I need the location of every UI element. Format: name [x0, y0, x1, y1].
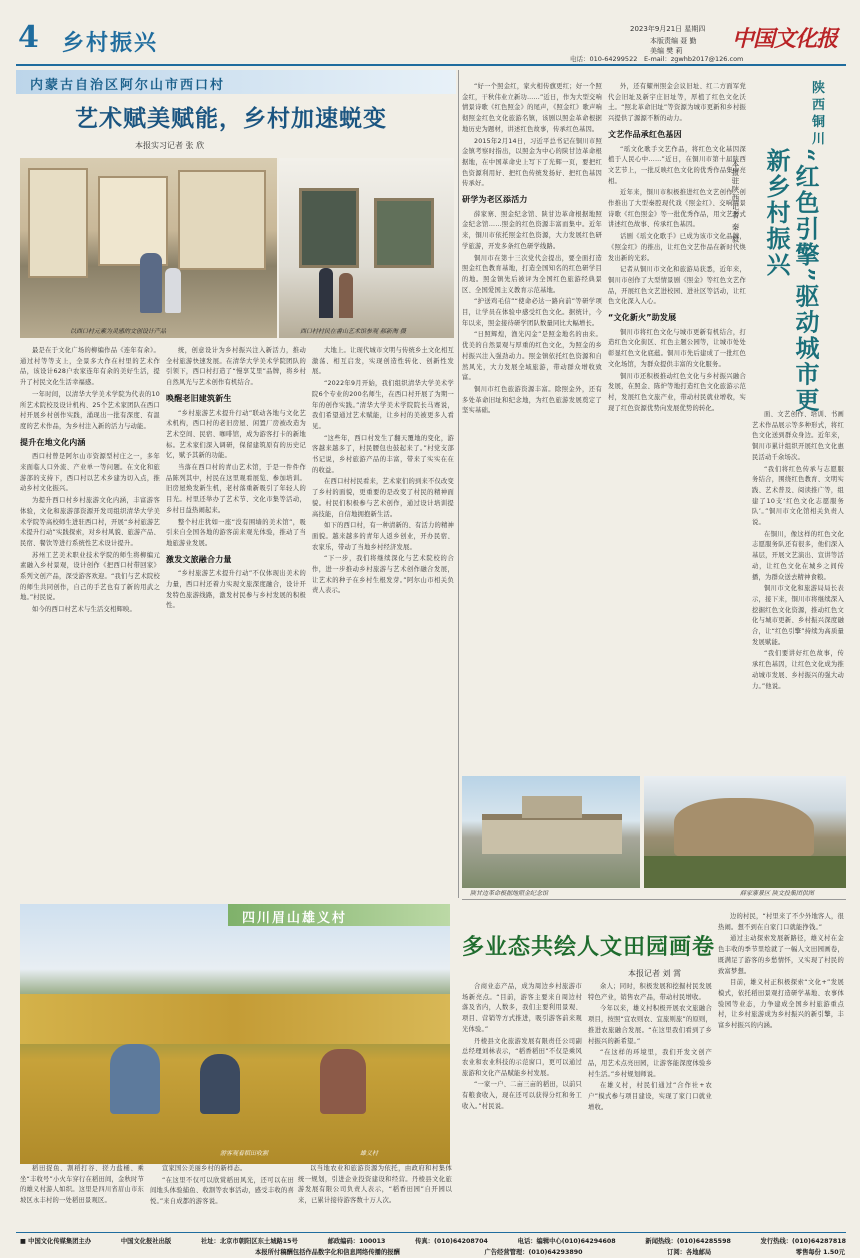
footer-item: 新闻热线：(010)64285598 [645, 1238, 731, 1245]
date-line: 2023年9月21日 星期四 [630, 25, 706, 33]
paragraph: 在雄义村，村民们通过“合作社+农户”模式参与项目建设，实现了家门口就业增收。 [588, 1082, 712, 1111]
subheading: 唤醒老旧建筑新生 [166, 393, 232, 403]
article2-caption-left: 陕甘边革命根据地照金纪念馆 [470, 890, 549, 897]
article3-column-1 [20, 1164, 144, 1228]
paragraph: 合商业态产品，成为周边乡村旅游市场新亮点。“目前，游客主要来自周边村落及省内，人数多，我们主要利用景观、项目、营销等方式推进，吸引游客前来观光体验。” [462, 983, 582, 1033]
footer-item: 广告经营管理：(010)64293890 [484, 1249, 583, 1256]
paragraph: 余人；同时，积极发展和挖掘村民发展特色产业，销售农产品，带动村民增收。 [588, 983, 712, 1001]
vertical-divider [458, 70, 459, 898]
footer-item: 传真：(010)64208704 [415, 1238, 488, 1245]
article3-caption-left: 游客观看稻田收割 [220, 1150, 269, 1157]
footer-line-2 [255, 1247, 845, 1256]
paragraph: 薛家寨、照金纪念馆、陕甘边革命根据地照金纪念馆……照金的红色资源丰富而集中。近年来，铜川市依托照金红色资源，大力发展红色研学旅游，开发多条红色研学线路。 [462, 210, 602, 250]
paragraph: 在西口村村民看来，艺术家们的到来不仅改变了乡村的面貌，更重要的是改变了村民的精神面貌。村民们积极参与艺术创作，通过设计培训提高技能，自信地拥抱新生活。 [312, 478, 454, 518]
paragraph: 边的村民，“村里来了不少外地客人，很热闹。想不到在自家门口就能挣钱。” [718, 913, 844, 931]
email-line: E-mail：zgwhb2017@126.com [644, 55, 744, 63]
footer-item: ■ 中国文化传媒集团主办 [20, 1238, 92, 1245]
paragraph: “日照辉煌，渔光闪金”是照金地名的由来。优美的自然景观与厚重的红色文化，为照金的乡村振兴注入强劲动力。照金镇依托红色资源和自然风光，大力发展全域旅游，带动群众增收致富。 [462, 331, 602, 382]
phone-line: 电话：010-64299522 [570, 55, 638, 63]
masthead-logo: 中国文化报 [732, 26, 838, 52]
article3-caption-right: 雄义村 [360, 1150, 379, 1157]
paragraph: 如下的西口村，有一种清新的、有活力的精神面貌。越来越多的青年人返乡创业，开办民宿、农家乐，带动了当地乡村经济发展。 [312, 522, 454, 551]
article2-photo-left [462, 776, 640, 888]
footer-item: 中国文化报社出版 [120, 1238, 172, 1245]
paragraph: 今年以来，雄义村积极开展农文旅融合项目，按照“宜农则农、宜旅则旅”的原则，推进农旅融合发展。“在这里我们看到了乡村振兴的新希望。” [588, 1005, 712, 1045]
paragraph: 统，创意设计为乡村振兴注入新活力，推动全村旅游快速发展。在清华大学美术学院团队的引领下，西口村打造了“慢享艾里”品牌，将乡村自然风光与艺术创作有机结合。 [166, 347, 306, 387]
paragraph: 苏州工艺美术职业技术学院的师生将柳编元素融入乡村景观，设计创作《把西口村带回家》系列文创产品，深受游客欢迎。“我们与艺术院校的师生共同创作，自己的手艺也有了新的用武之地。”村民说。 [20, 551, 160, 602]
paragraph: “护送鸡毛信”“使命必达一路向前”等研学项目，让学员在体验中感受红色文化。据统计，今年以来，照金接待研学团队数量同比大幅增长。 [462, 298, 602, 327]
paragraph: “在这里不仅可以欣赏稻田风光，还可以在田间地头体验捕鱼、收割等农事活动，感受丰收的喜悦。”来自成都的游客说。 [150, 1176, 294, 1206]
article1-photo-left [20, 158, 277, 338]
article2-column-2 [608, 82, 746, 772]
article3-column-6 [718, 912, 844, 1228]
article3-column-4 [462, 982, 582, 1228]
article3-byline: 本报记者 刘 霄 [628, 969, 682, 978]
footer-item: 订阅：各地邮局 [667, 1249, 712, 1256]
paragraph: 一年时间，以清华大学美术学院为代表的10所艺术院校及设计机构、25个艺术家团队在西口村开展乡村创作实践，涌现出一批有深度、有温度的艺术作品，为乡村注入新的活力与动能。 [20, 390, 160, 430]
article3-column-5 [588, 982, 712, 1228]
paragraph: 如今的西口村艺术与生活交相辉映。 [32, 606, 136, 614]
paragraph: 为提升西口村乡村旅游文化内涵，丰富游客体验，文化和旅游部资源开发司组织清华大学美术学院等高校师生进驻西口村，开展“乡村旅游艺术提升行动”实践探索，对乡村风貌、旅游产品、民宿、餐饮等进行系统性艺术设计提升。 [20, 497, 160, 547]
footer-line-1 [20, 1236, 846, 1245]
paragraph: “乡村旅游艺术提升行动”联动各地与文化艺术机构，西口村的老旧房屋、闲置厂房被改造为艺术空间、民宿、咖啡馆，成为游客打卡的新地标。艺术家们深入调研，保留建筑原有的历史记忆，赋予其新的功能。 [166, 409, 306, 460]
article3-photo [20, 904, 450, 1164]
article2-headline: “红色引擎”驱动城市更新乡村振兴 [762, 148, 820, 414]
paragraph: “这些年，西口村发生了翻天覆地的变化，游客越来越多了，村民腰包也鼓起来了。”村党支部书记说，乡村旅游产品的丰富，带来了实实在在的收益。 [312, 434, 454, 474]
section-title: 乡村振兴 [62, 30, 159, 56]
paragraph: 最是在于文化广场的柳编作品《连年有余》。通过村等等支上，全景多大作在村里的艺术作品，该设计628户农家连年有余的美好生活，提升了村民文化生活幸福感。 [20, 347, 160, 387]
article2-column-3 [752, 410, 844, 770]
subheading: 研学为老区添活力 [462, 195, 528, 205]
article3-kicker: 四川眉山雄义村 [242, 911, 348, 926]
paragraph: 以当地农业和旅游资源为依托，由政府和村集体统一规划，引进企业投资建设和经营。丹棱县文化旅游发展有限公司负责人表示，“稻香田园”自开园以来，已累计接待游客数十万人次。 [298, 1165, 452, 1205]
horizontal-divider [462, 899, 846, 900]
paragraph: 2015年2月14日，习近平总书记在铜川市照金镇考察时指出，以照金为中心的陕甘边革命根据地，在中国革命史上写下了光辉一页，要把红色资源利用好、把红色传统发扬好、把红色基因传承好。 [462, 137, 602, 188]
article2-kicker: 陕西铜川 [812, 81, 826, 147]
paragraph: 话剧《瑶文化歌手》已成为该市文化品牌，《照金红》的推出，让红色文艺作品在新时代焕发出新的光彩。 [608, 233, 746, 262]
article2-byline: 本报驻陕西记者 秦 毅 [731, 160, 740, 244]
article1-caption-right: 西口村村民在書山艺术馆参观 郝新淘 摄 [300, 328, 406, 335]
paragraph: 铜川市还积极推动红色文化与乡村振兴融合发展，在照金、陈炉等地打造红色文化旅游示范村，发展红色文旅产业，带动村民就业增收，实现了红色资源优势向发展优势的转化。 [608, 372, 746, 412]
footer-rule [16, 1232, 846, 1233]
paragraph: “乡村旅游艺术提升行动”不仅体现出美术的力量，西口村还着力实现文旅深度融合，设计开发特色旅游线路，激发村民参与乡村发展的积极性。 [166, 570, 306, 610]
paragraph: 目前，雄义村正积极探索“文化+”发展模式，依托稻田景观打造研学基地、农事体验园等业态，力争建成全国乡村旅游重点村，让乡村旅游成为乡村振兴的新引擎，丰富乡村振兴的内涵。 [718, 979, 844, 1030]
footer-item: 发行热线：(010)64287818 [760, 1238, 846, 1245]
article3-kicker-band [228, 904, 450, 926]
footer-item: 社址：北京市朝阳区东土城路15号 [200, 1238, 298, 1245]
footer-item: 电话：编辑中心(010)64294608 [517, 1238, 616, 1245]
footer-item: 零售每份 1.50元 [795, 1249, 845, 1256]
paragraph: “2022年9月开始，我们组织清华大学美术学院6个专业的200名师生，在西口村开展了为期一年的创作实践。”清华大学美术学院院长马赛说，我们希望通过艺术赋能，让乡村的美被更多人看见。 [312, 380, 454, 430]
footer-item: 本报所付稿酬包括作品数字化和信息网络传播的报酬 [255, 1249, 400, 1256]
paragraph: “下一步，我们将继续深化与艺术院校的合作，进一步推动乡村旅游与艺术创作融合发展，让艺术的种子在乡村生根发芽。”阿尔山市相关负责人表示。 [312, 555, 454, 595]
paragraph: “我们将红色传承与志愿服务结合，围绕红色教育、文明实践、艺术普及、阅读推广等，组建了10支‘红色文化志愿服务队’。”铜川市文化馆相关负责人说。 [752, 465, 844, 527]
page-number: 4 [18, 20, 39, 55]
article1-kicker: 内蒙古自治区阿尔山市西口村 [30, 78, 226, 93]
paragraph: “一家一户、二亩三亩的稻田，以前只有粮食收入，现在还可以获得分红和务工收入。”村民说。 [462, 1081, 582, 1110]
subheading: 提升在地文化内涵 [20, 437, 86, 447]
paragraph: 铜川市文化和旅游局局长表示，接下来，铜川市将继续深入挖掘红色文化资源，推动红色文化与城市更新、乡村振兴深度融合，让“红色引擎”持续为高质量发展赋能。 [752, 585, 844, 646]
article2-photo-right [644, 776, 846, 888]
paragraph: 通过主动探索发展新路径，雄义村在金色丰收的季节里绘就了一幅人文田园画卷，既满足了游客的乡愁情怀，又实现了村民的致富梦想。 [718, 935, 844, 975]
article2-column-1 [462, 82, 602, 772]
paragraph: 西口村曾是阿尔山市资源型村庄之一，多年来面临人口外流、产业单一等问题。在文化和旅游部的支持下，西口村以艺术乡建为切入点，推动乡村文化振兴。 [20, 453, 160, 493]
paragraph: “我们要讲好红色故事，传承红色基因，让红色文化成为推动城市发展、乡村振兴的强大动力。”他说。 [752, 650, 844, 690]
footer-item: 邮政编码：100013 [327, 1238, 386, 1245]
subheading: 激发文旅融合力量 [166, 554, 232, 564]
editor-line: 本版责编 聂 勤 [650, 37, 697, 45]
article1-photo-right [279, 158, 454, 338]
article1-kicker-band [16, 70, 456, 94]
paragraph: “好一个照金红，家火相传旗更红；好一个照金红，干秋伟业立新功……”近日，作为大型交响情景诗歌《红色照金》的尾声，《照金红》歌声响彻照金红色文化旅游名镇，该剧以照金革命根据地历史为题材，讲述红色故事，传承红色基因。 [462, 83, 602, 133]
paragraph: 外，还有耀州照金会议旧址、红二方面军党代会旧址及新宇庄旧址等，厚植了红色文化沃土。“照北革命旧址”等资源为城市更新和乡村振兴提供了源源不断的动力。 [608, 83, 746, 123]
article3-column-2 [150, 1164, 294, 1228]
paragraph: 大地上。让现代城市文明与传统乡土文化相互激荡、相互启发，实现创造性转化、创新性发展。 [312, 347, 454, 376]
paragraph: 整个村庄犹如一座“没有围墙的美术馆”，吸引来自全国各地的游客前来观光体验，推动了当地旅游业发展。 [166, 518, 306, 547]
editor2-line: 美编 樊 莉 [650, 47, 683, 55]
article2-caption-right: 薛家寨景区 陕文投集团供图 [740, 890, 814, 897]
paragraph: 近年来，铜川市积极推进红色文艺创作，创作推出了大型秦腔现代戏《照金红》、交响情景诗歌《红色照金》等一批优秀作品，用文艺形式讲述红色故事、传承红色基因。 [608, 189, 746, 229]
subheading: 文艺作品承红色基因 [608, 129, 682, 139]
article3-headline: 多业态共绘人文田园画卷 [462, 934, 716, 960]
paragraph: 铜川市红色旅游资源丰富。除照金外，还有多处革命旧址和纪念地，为红色旅游发展奠定了坚实基础。 [462, 385, 602, 415]
paragraph: 面、文艺创作、培训、书画艺术作品展示等多种形式，将红色文化送到群众身边。近年来，铜川市累计组织开展红色文化惠民活动千余场次。 [752, 411, 844, 461]
article1-caption-left: 以西口村元素为灵感的文创设计产品 [70, 328, 167, 335]
paragraph: 宣家国公美丽乡村的新样态。 [162, 1165, 247, 1172]
paragraph: 丹棱县文化旅游发展有限责任公司副总经理刘林表示，“稻香稻田”不仅是乘风农业和农业科技的示范窗口，更可以通过旅游和文化产品赋能乡村发展。 [462, 1037, 582, 1077]
paragraph: 记者从铜川市文化和旅游局获悉，近年来，铜川市创作了大型情景剧《照金》等红色文艺作品，开展红色文艺进校园、进社区等活动，让红色文化深入人心。 [608, 266, 746, 306]
article3-column-3 [298, 1164, 452, 1228]
article1-headline: 艺术赋美赋能，乡村加速蜕变 [75, 105, 387, 132]
paragraph: 铜川市在第十三次党代会提出，要全面打造照金红色教育基地，打造全国知名的红色研学目的地。照金镇先后被评为全国红色旅游经典景区、全国爱国主义教育示范基地。 [462, 254, 602, 294]
paragraph: 稻田捉鱼、割稻打谷、搓力盐桶、乘坐“丰收号”小火车穿行在稻田间，金秋时节的雄义村游人如织。这里是四川省眉山市东坡区永丰村的一处稻田景观区。 [20, 1165, 144, 1205]
paragraph: 当落在西口村的青山艺术馆，于是一件件作品陈列其中，村民在这里观看展览、参加培训。旧房屋焕发新生机，老村落重新吸引了年轻人的目光。村里还举办了艺术节、文化市集等活动，乡村日益热闹起来。 [166, 464, 306, 514]
paragraph: “瑶文化歌手文艺作品，将红色文化基因深植于人民心中……”近日，在铜川市第十届陕西文艺节上，一批反映红色文化的优秀作品集中亮相。 [608, 145, 746, 185]
page-header [0, 0, 860, 62]
paragraph: 在铜川，像这样的红色文化志愿服务队还有很多，他们深入基层，开展文艺演出、宣讲等活动，让红色文化在城乡之间传播，为群众送去精神食粮。 [752, 530, 844, 581]
paragraph: 铜川市将红色文化与城市更新有机结合，打造红色文化街区、红色主题公园等，让城市处处彰显红色文化底蕴。铜川市先后建成了一批红色文化场馆，为群众提供丰富的文化服务。 [608, 328, 746, 368]
paragraph: “在这样的环境里，我们开发文创产品，用艺术点亮田园，让游客能深度体验乡村生活。”乡村规划师说。 [588, 1049, 712, 1078]
subheading: “文化新火”助发展 [608, 313, 677, 323]
article1-byline: 本报实习记者 张 欣 [135, 141, 205, 150]
header-rule [16, 64, 846, 66]
